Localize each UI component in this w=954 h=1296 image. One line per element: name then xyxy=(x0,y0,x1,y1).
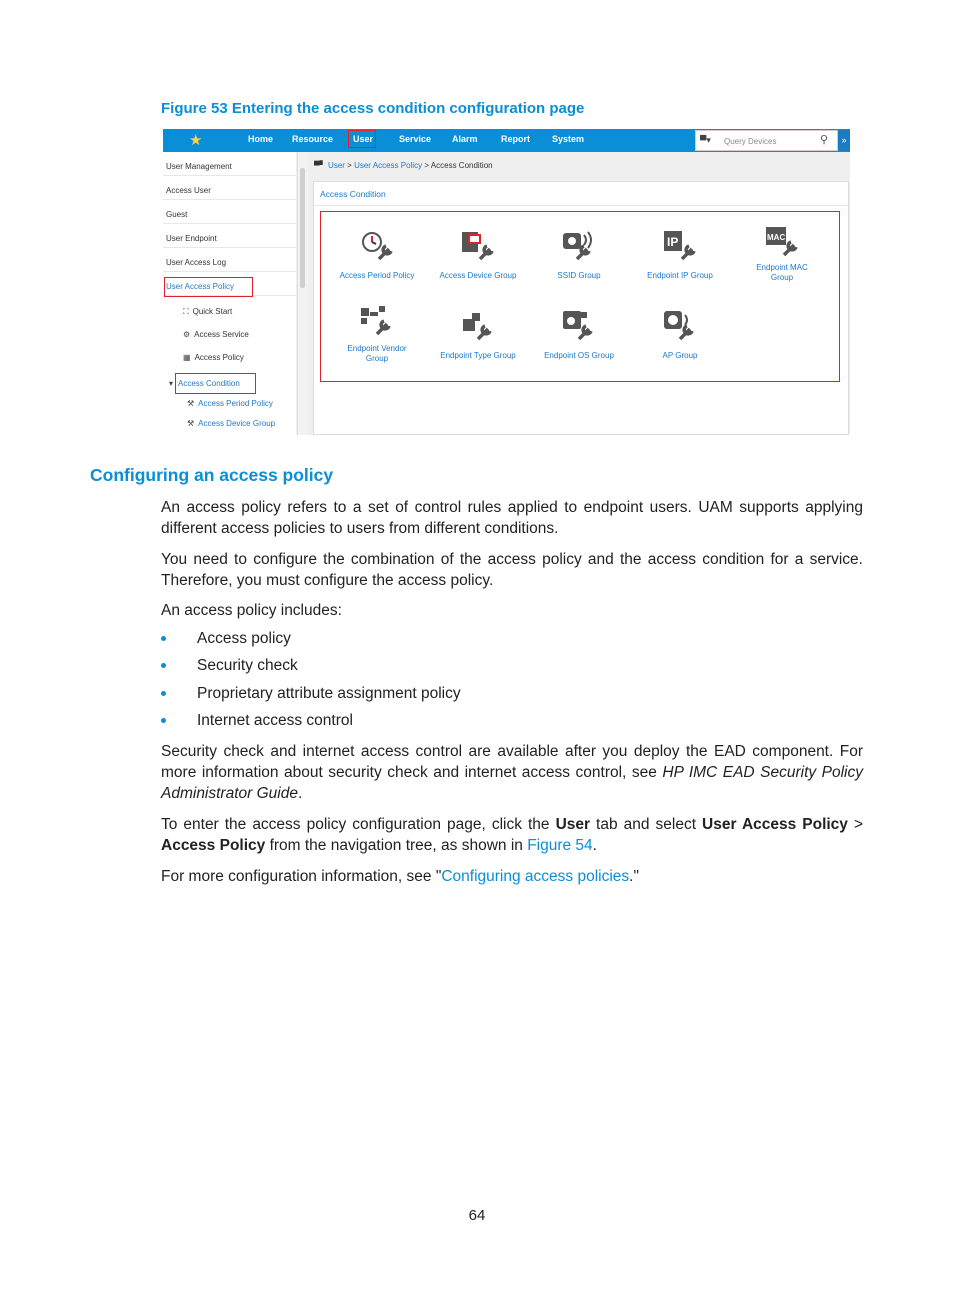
bullet-dot xyxy=(161,718,166,723)
period-policy-icon: ⚒ xyxy=(187,399,195,408)
expand-arrow-icon[interactable]: ▾ xyxy=(169,379,174,388)
nav-user-highlight xyxy=(348,130,376,148)
type-wrench-icon xyxy=(460,309,496,343)
bullet-dot xyxy=(161,691,166,696)
device-type-icon[interactable]: ▀▾ xyxy=(700,135,711,145)
clock-wrench-icon xyxy=(359,229,395,263)
access-policy-icon: ▦ xyxy=(183,353,191,362)
sidebar-item-user-access-log[interactable]: User Access Log xyxy=(163,248,296,272)
tree-item-access-policy[interactable]: ▦ Access Policy xyxy=(183,353,244,362)
sidebar xyxy=(163,152,296,435)
tree-item-quick-start[interactable]: ⛶ Quick Start xyxy=(183,307,233,316)
tile-endpoint-ip-group[interactable]: IP Endpoint IP Group xyxy=(630,229,730,281)
bullet-dot xyxy=(161,663,166,668)
tree-highlight xyxy=(175,373,256,394)
figure-54-link[interactable]: Figure 54 xyxy=(527,837,593,854)
breadcrumb-user[interactable]: User xyxy=(328,161,345,170)
nav-user[interactable]: User xyxy=(353,134,374,144)
nav-report[interactable]: Report xyxy=(501,134,530,144)
tile-endpoint-mac-group[interactable]: MAC Endpoint MAC Group xyxy=(732,225,832,283)
tree-item-access-condition[interactable]: ▾ Access Condition xyxy=(169,379,240,388)
top-nav-bar xyxy=(163,129,850,152)
ip-wrench-icon xyxy=(662,229,698,263)
search-placeholder: Query Devices xyxy=(724,137,777,146)
wifi-wrench-icon xyxy=(561,229,597,263)
search-box[interactable] xyxy=(695,130,838,151)
tree-item-access-period-policy[interactable]: ⚒ Access Period Policy xyxy=(187,399,273,408)
sidebar-item-user-access-policy[interactable]: User Access Policy xyxy=(163,272,296,296)
sidebar-item-user-endpoint[interactable]: User Endpoint xyxy=(163,224,296,248)
tile-endpoint-vendor-group[interactable]: Endpoint Vendor Group xyxy=(327,304,427,364)
paragraph-6: For more configuration information, see "Configuring access policies." xyxy=(161,868,639,885)
section-heading: Configuring an access policy xyxy=(90,465,334,485)
scroll-thumb[interactable] xyxy=(300,168,305,288)
page-number: 64 xyxy=(468,1207,486,1224)
sidebar-item-guest[interactable]: Guest xyxy=(163,200,296,224)
ip-badge-text: IP xyxy=(667,235,679,249)
tile-ssid-group[interactable]: SSID Group xyxy=(529,229,629,281)
paragraph-4: Security check and internet access control are available after you deploy the EAD component. For more information about security check and internet access control, see HP IMC EAD Security Policy Administrator Guide. xyxy=(161,743,863,802)
nav-resource[interactable]: Resource xyxy=(292,134,334,144)
vendor-wrench-icon xyxy=(359,304,395,338)
ap-wrench-icon xyxy=(662,309,698,343)
tile-ap-group[interactable]: AP Group xyxy=(630,309,730,361)
tile-access-period-policy[interactable]: Access Period Policy xyxy=(327,229,427,281)
breadcrumb: ▀▘ User > User Access Policy > Access Condition xyxy=(314,161,493,170)
breadcrumb-user-access-policy[interactable]: User Access Policy xyxy=(354,161,423,170)
nav-alarm[interactable]: Alarm xyxy=(452,134,478,144)
mac-badge-text: MAC xyxy=(767,233,786,242)
mac-wrench-icon xyxy=(764,225,800,259)
access-service-icon: ⚙ xyxy=(183,330,191,339)
favorites-star-icon[interactable]: ★ xyxy=(189,132,203,149)
tile-endpoint-type-group[interactable]: Endpoint Type Group xyxy=(428,309,528,361)
sidebar-item-user-management[interactable]: User Management xyxy=(163,152,296,176)
paragraph-3: An access policy includes: xyxy=(161,602,342,619)
bullet-dot xyxy=(161,636,166,641)
tree-item-access-service[interactable]: ⚙ Access Service xyxy=(183,330,249,339)
figure-caption: Figure 53 Entering the access condition configuration page xyxy=(161,100,585,117)
device-wrench-icon xyxy=(460,229,496,263)
panel-title: Access Condition xyxy=(320,189,386,199)
os-wrench-icon xyxy=(561,309,597,343)
nav-system[interactable]: System xyxy=(552,134,585,144)
device-group-icon: ⚒ xyxy=(187,419,195,428)
sidebar-highlight xyxy=(164,277,253,297)
quick-start-icon: ⛶ xyxy=(183,307,189,316)
paragraph-2: You need to configure the combination of the access policy and the access condition for a service. Therefore, you must configure the access policy. xyxy=(161,551,863,589)
nav-service[interactable]: Service xyxy=(399,134,432,144)
sidebar-scrollbar[interactable] xyxy=(297,152,308,435)
tile-endpoint-os-group[interactable]: Endpoint OS Group xyxy=(529,309,629,361)
breadcrumb-access-condition: Access Condition xyxy=(430,161,493,170)
panel-divider xyxy=(314,205,848,206)
breadcrumb-home-icon[interactable]: ▀▘ xyxy=(314,161,329,170)
reference-title: HP IMC EAD Security Policy Administrator Guide xyxy=(161,764,863,802)
nav-home[interactable]: Home xyxy=(248,134,274,144)
paragraph-1: An access policy refers to a set of control rules applied to endpoint users. UAM supports applying different access policies to users from different conditions. xyxy=(161,499,863,537)
sidebar-item-access-user[interactable]: Access User xyxy=(163,176,296,200)
collapse-chevron-icon[interactable]: » xyxy=(838,130,850,151)
tile-access-device-group[interactable]: Access Device Group xyxy=(428,229,528,281)
screenshot xyxy=(163,129,850,435)
search-icon[interactable]: ⚲ xyxy=(820,134,829,146)
configuring-access-policies-link[interactable]: Configuring access policies xyxy=(441,868,630,885)
tree-item-access-device-group[interactable]: ⚒ Access Device Group xyxy=(187,419,276,428)
paragraph-5: To enter the access policy configuration page, click the User tab and select User Access Policy > Access Policy from the navigation tree, as shown in Figure 54. xyxy=(161,816,864,854)
